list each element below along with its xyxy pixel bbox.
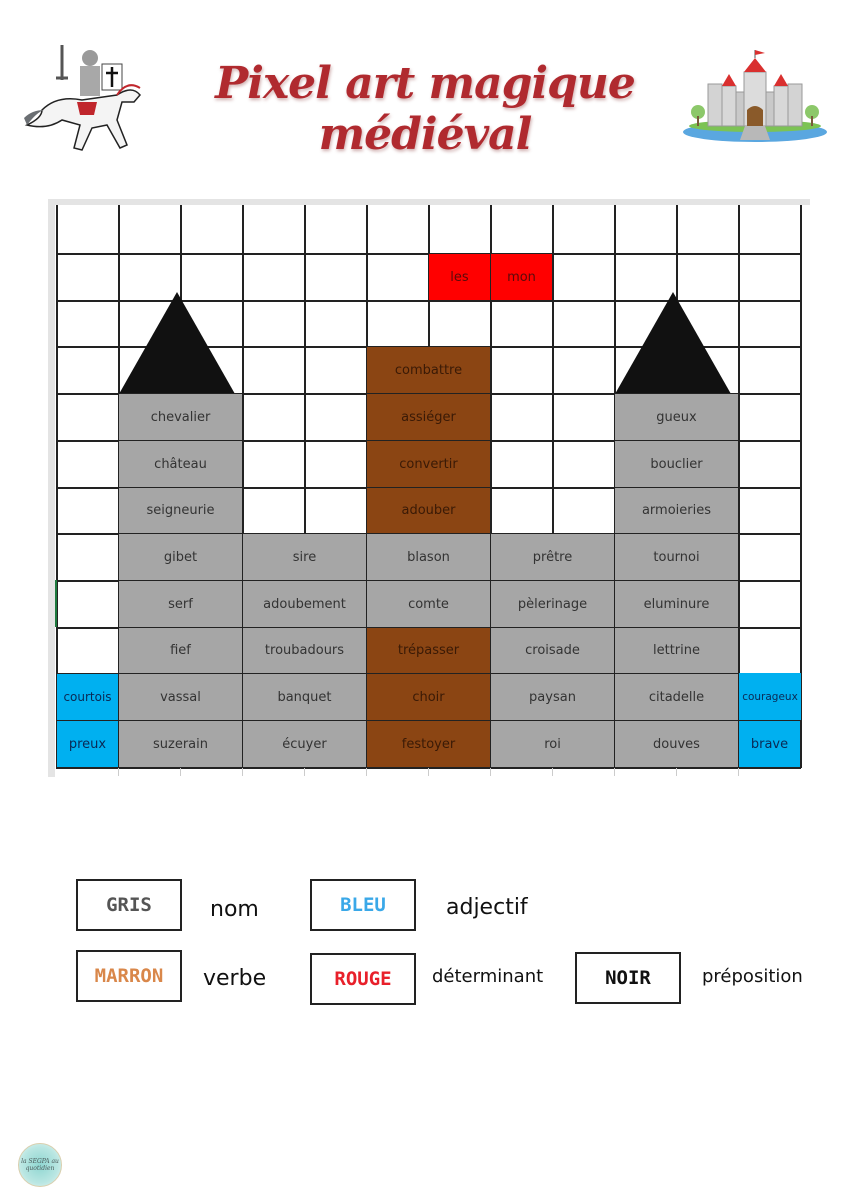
cell-adouber[interactable]: adouber xyxy=(366,487,491,534)
cell-serf[interactable]: serf xyxy=(118,580,243,628)
cell-choir[interactable]: choir xyxy=(366,673,491,721)
legend-rouge-box: ROUGE xyxy=(310,953,416,1005)
grid-stub xyxy=(738,768,739,776)
grid-stub xyxy=(180,768,181,776)
cell-lettrine[interactable]: lettrine xyxy=(614,627,739,674)
cell-eluminure[interactable]: eluminure xyxy=(614,580,739,628)
cell-troubadours[interactable]: troubadours xyxy=(242,627,367,674)
grid-stub xyxy=(614,768,615,776)
cell-seigneurie[interactable]: seigneurie xyxy=(118,487,243,534)
grid-stub xyxy=(366,768,367,776)
cell-chateau[interactable]: château xyxy=(118,440,243,488)
cell-croisade[interactable]: croisade xyxy=(490,627,615,674)
right-tower-roof xyxy=(615,292,731,394)
grid-stub xyxy=(242,768,243,776)
grid-stub xyxy=(552,768,553,776)
grid-stub xyxy=(304,768,305,776)
cell-festoyer[interactable]: festoyer xyxy=(366,720,491,768)
legend-gris-label: nom xyxy=(210,897,259,922)
cell-bouclier[interactable]: bouclier xyxy=(614,440,739,488)
cell-gueux[interactable]: gueux xyxy=(614,393,739,441)
legend-bleu-box: BLEU xyxy=(310,879,416,931)
active-cell-indicator xyxy=(55,580,57,627)
cell-armoieries[interactable]: armoieries xyxy=(614,487,739,534)
cell-vassal[interactable]: vassal xyxy=(118,673,243,721)
cell-chevalier[interactable]: chevalier xyxy=(118,393,243,441)
knight-illustration xyxy=(22,40,152,160)
legend-noir-box: NOIR xyxy=(575,952,681,1004)
cell-suzerain[interactable]: suzerain xyxy=(118,720,243,768)
page-title: Pixel art magique médiéval xyxy=(215,58,635,160)
castle-illustration xyxy=(680,50,830,150)
cell-trepasser[interactable]: trépasser xyxy=(366,627,491,674)
legend-rouge-label: déterminant xyxy=(432,966,544,987)
cell-pretre[interactable]: prêtre xyxy=(490,533,615,581)
cell-mon[interactable]: mon xyxy=(490,253,553,301)
cell-gibet[interactable]: gibet xyxy=(118,533,243,581)
cell-banquet[interactable]: banquet xyxy=(242,673,367,721)
cell-tournoi[interactable]: tournoi xyxy=(614,533,739,581)
legend-gris-box: GRIS xyxy=(76,879,182,931)
cell-sire[interactable]: sire xyxy=(242,533,367,581)
cell-ecuyer[interactable]: écuyer xyxy=(242,720,367,768)
legend-bleu-label: adjectif xyxy=(446,895,528,920)
cell-roi[interactable]: roi xyxy=(490,720,615,768)
left-tower-roof xyxy=(119,292,235,394)
legend-marron-label: verbe xyxy=(203,966,267,991)
legend-marron-box: MARRON xyxy=(76,950,182,1002)
cell-preux[interactable]: preux xyxy=(56,720,119,768)
cell-blason[interactable]: blason xyxy=(366,533,491,581)
cell-douves[interactable]: douves xyxy=(614,720,739,768)
spreadsheet-row-header xyxy=(48,199,55,777)
cell-les[interactable]: les xyxy=(428,253,491,301)
grid-stub xyxy=(490,768,491,776)
cell-adoubement[interactable]: adoubement xyxy=(242,580,367,628)
grid-stub xyxy=(676,768,677,776)
cell-comte[interactable]: comte xyxy=(366,580,491,628)
legend-noir-label: préposition xyxy=(702,966,803,987)
cell-fief[interactable]: fief xyxy=(118,627,243,674)
cell-combattre[interactable]: combattre xyxy=(366,346,491,394)
cell-brave[interactable]: brave xyxy=(738,720,801,768)
segpa-logo: la SEGPA au quotidien xyxy=(18,1143,62,1187)
cell-courageux[interactable]: courageux xyxy=(738,673,801,721)
cell-paysan[interactable]: paysan xyxy=(490,673,615,721)
grid-stub xyxy=(118,768,119,776)
cell-assieger[interactable]: assiéger xyxy=(366,393,491,441)
grid-stub xyxy=(428,768,429,776)
cell-courtois[interactable]: courtois xyxy=(56,673,119,721)
cell-pelerinage[interactable]: pèlerinage xyxy=(490,580,615,628)
cell-convertir[interactable]: convertir xyxy=(366,440,491,488)
cell-citadelle[interactable]: citadelle xyxy=(614,673,739,721)
